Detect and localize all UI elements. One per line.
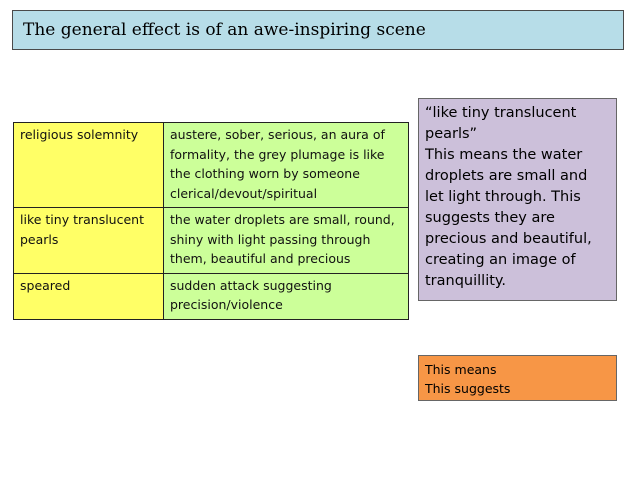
- quote-cell: speared: [14, 273, 164, 319]
- table-row: [14, 123, 409, 208]
- quote-cell: religious solemnity: [14, 123, 164, 208]
- example-explanation: This means the water droplets are small and let light through. This suggests they are precious and beautiful, creating an image of tranquillity.: [425, 147, 592, 289]
- table-row: [14, 208, 409, 274]
- meaning-cell: the water droplets are small, round, shiny with light passing through them, beautiful and precious: [164, 208, 409, 274]
- example-quote: “like tiny translucent pearls”: [425, 105, 577, 142]
- table-row: [14, 273, 409, 319]
- starter-this-suggests: This suggests: [425, 381, 511, 396]
- meaning-cell: austere, sober, serious, an aura of formality, the grey plumage is like the clothing worn by someone clerical/devout/spiritual: [164, 123, 409, 208]
- starter-this-means: This means: [425, 362, 497, 377]
- slide-title: The general effect is of an awe-inspiring scene: [12, 10, 624, 50]
- example-analysis-box: [418, 98, 617, 301]
- meaning-cell: sudden attack suggesting precision/violence: [164, 273, 409, 319]
- quote-cell: like tiny translucent pearls: [14, 208, 164, 274]
- sentence-starters-box: [418, 355, 617, 401]
- analysis-table: [13, 122, 409, 320]
